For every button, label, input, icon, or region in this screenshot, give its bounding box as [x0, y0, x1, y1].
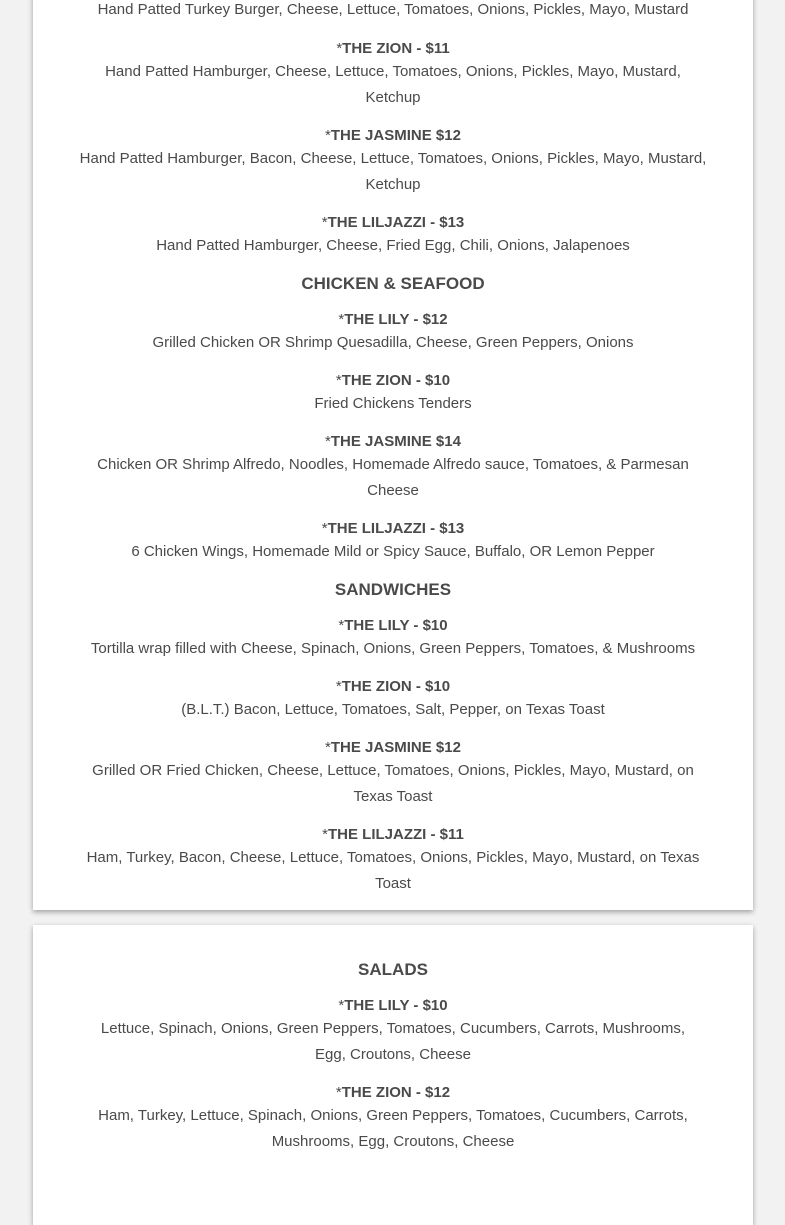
- partial-item-description: Hand Patted Turkey Burger, Cheese, Lettuce, Tomatoes, Onions, Pickles, Mayo, Mustard: [97, 1, 689, 18]
- menu-item: [78, 371, 708, 417]
- menu-item-name: *THE LILY - $10: [338, 997, 448, 1014]
- menu-item: [78, 213, 708, 259]
- menu-item: [78, 825, 708, 897]
- menu-item: [78, 432, 708, 504]
- menu-item-description: Hand Patted Hamburger, Cheese, Fried Egg, Chili, Onions, Jalapenoes: [156, 237, 630, 254]
- menu-item: [78, 310, 708, 356]
- menu-item-description: Lettuce, Spinach, Onions, Green Peppers, Tomatoes, Cucumbers, Carrots, Mushrooms, Egg, Croutons, Cheese: [100, 1020, 686, 1063]
- menu-item-name: *THE ZION - $10: [335, 372, 451, 389]
- menu-card-burgers-chicken-sandwiches: [33, 0, 753, 910]
- menu-item-description: 6 Chicken Wings, Homemade Mild or Spicy Sauce, Buffalo, OR Lemon Pepper: [131, 543, 655, 560]
- menu-item-name: *THE ZION - $10: [335, 678, 451, 695]
- section-heading-chicken-seafood: CHICKEN & SEAFOOD: [301, 274, 485, 293]
- menu-item: [93, 996, 693, 1068]
- menu-item-description: (B.L.T.) Bacon, Lettuce, Tomatoes, Salt, Pepper, on Texas Toast: [181, 701, 605, 718]
- section-heading-salads: SALADS: [358, 960, 428, 979]
- menu-item-name: *THE LILY - $10: [338, 617, 448, 634]
- menu-item-name: *THE LILY - $12: [338, 311, 448, 328]
- menu-item: [78, 519, 708, 565]
- menu-item-name: *THE LILJAZZI - $13: [321, 214, 465, 231]
- menu-item-description: Grilled Chicken OR Shrimp Quesadilla, Cheese, Green Peppers, Onions: [152, 334, 634, 351]
- menu-item: [78, 738, 708, 810]
- menu-item-description: Grilled OR Fried Chicken, Cheese, Lettuce, Tomatoes, Onions, Pickles, Mayo, Mustard, on Texas Toast: [92, 762, 694, 805]
- menu-item-name: *THE LILJAZZI - $11: [322, 826, 464, 843]
- menu-item-description: Ham, Turkey, Bacon, Cheese, Lettuce, Tomatoes, Onions, Pickles, Mayo, Mustard, on Texas Toast: [86, 849, 700, 892]
- menu-item-name: *THE ZION - $12: [335, 1084, 451, 1101]
- menu-item-description: Hand Patted Hamburger, Bacon, Cheese, Lettuce, Tomatoes, Onions, Pickles, Mayo, Mustard, Ketchup: [79, 150, 707, 193]
- menu-item-description: Chicken OR Shrimp Alfredo, Noodles, Homemade Alfredo sauce, Tomatoes, & Parmesan Cheese: [97, 456, 689, 499]
- menu-item-name: *THE ZION - $11: [336, 40, 450, 57]
- menu-item-description: Tortilla wrap filled with Cheese, Spinach, Onions, Green Peppers, Tomatoes, & Mushrooms: [90, 640, 696, 657]
- menu-item-description: Ham, Turkey, Lettuce, Spinach, Onions, Green Peppers, Tomatoes, Cucumbers, Carrots, Mushrooms, Egg, Croutons, Cheese: [98, 1107, 688, 1150]
- menu-item-description: Hand Patted Hamburger, Cheese, Lettuce, Tomatoes, Onions, Pickles, Mayo, Mustard, Ketchup: [105, 63, 681, 106]
- menu-item: [78, 677, 708, 723]
- menu-item-name: *THE JASMINE $12: [325, 127, 461, 144]
- section-heading-sandwiches: SANDWICHES: [334, 580, 452, 599]
- menu-item: [78, 616, 708, 662]
- menu-item: [63, 1083, 723, 1155]
- menu-item: [78, 126, 708, 198]
- menu-item-description: Fried Chickens Tenders: [314, 395, 472, 412]
- menu-item: [78, 39, 708, 111]
- menu-item-name: *THE JASMINE $12: [325, 739, 461, 756]
- menu-item-name: *THE JASMINE $14: [325, 433, 461, 450]
- menu-card-salads: [33, 925, 753, 1225]
- menu-item-name: *THE LILJAZZI - $13: [321, 520, 465, 537]
